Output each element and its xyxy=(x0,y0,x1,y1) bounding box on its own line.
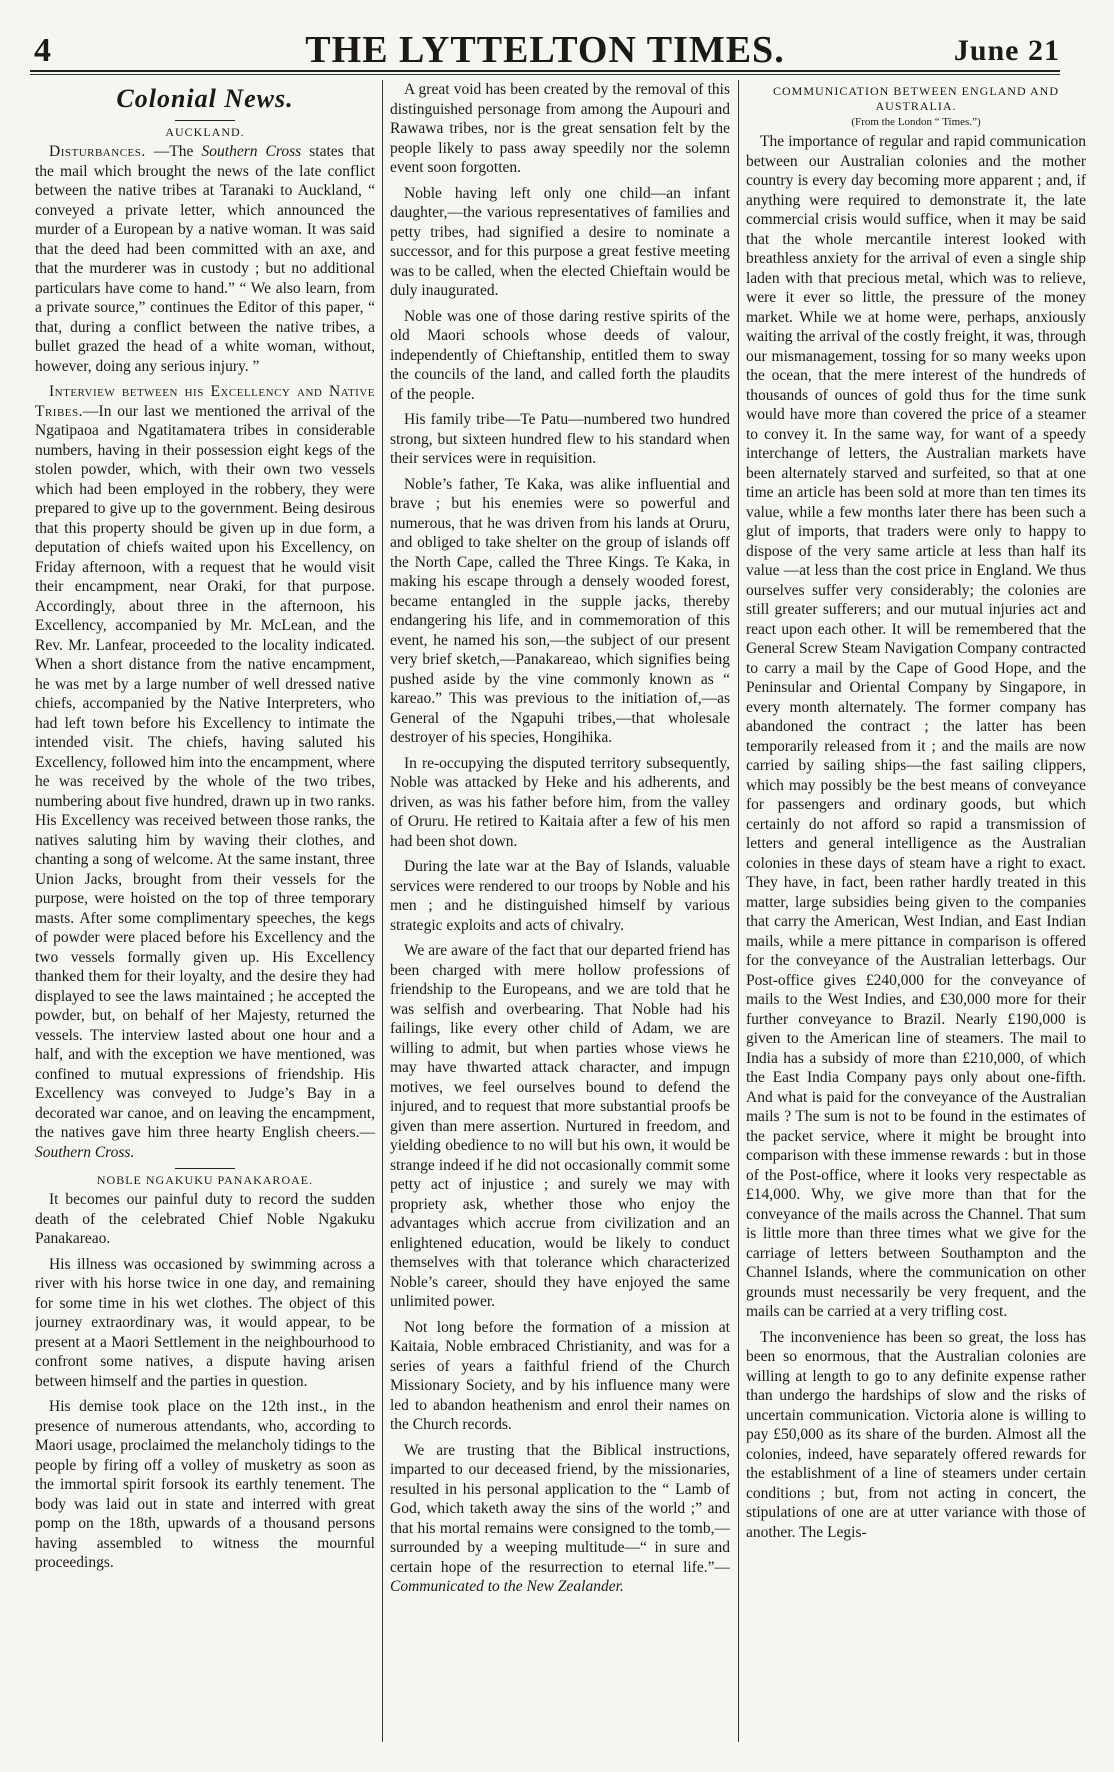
column-divider xyxy=(382,80,383,1742)
page-number: 4 xyxy=(34,32,51,69)
article-heading: COMMUNICATION BETWEEN ENGLAND AND AUSTRALIA. xyxy=(773,84,1059,113)
masthead-rule-thin xyxy=(30,74,1060,75)
source-credit: Southern Cross. xyxy=(35,1143,135,1161)
paragraph: Noble was one of those daring restive spirits of the old Maori schools whose deeds of valour, independently of Chieftanship, entitled them to sway the councils of the land, and called forth the plaudits of the people. xyxy=(390,307,730,403)
article-interview xyxy=(35,382,375,1162)
paragraph: His illness was occasioned by swimming across a river with his horse twice in one day, and remaining for some time in his wet clothes. The object of this journey extraordinary was, it would appear, to be present at a Maori Settlement in the neighbourhood to confront some natives, a dispute having arisen between himself and the parties in question. xyxy=(35,1255,375,1390)
paragraph: Noble’s father, Te Kaka, was alike influential and brave ; but his enemies were so powerful and numerous, that he was driven from his lands at Oruru, and obliged to take shelter on the group of islands off the North Cape, called the Three Kings. Te Kaka, in making his escape through a densely wooded forest, became entangled in the supple jacks, thereby endangering his life, and in commemoration of this event, he named his son,—the subject of our present very brief sketch,—Panakareao, which signifies being pushed aside by the vine commonly known as “ kareao.” This was previous to the initiation of,—as General of the Ngapuhi tribes,—that wholesale destroyer of his species, Hongihika. xyxy=(390,475,730,746)
article-text: —The xyxy=(153,143,194,160)
paragraph: The inconvenience has been so great, the loss has been so enormous, that the Australian colonies are willing at length to go to any definite expense rather than undergo the hardships of slow and the risks of uncertain communication. Victoria alone is willing to pay £50,000 as its share of the burden. Almost all the colonies, indeed, have separately offered rewards for the establishment of a line of steamers under certain conditions ; but, from not acting in concert, the stipulations of one are at utter variance with those of another. The Legis- xyxy=(746,1328,1086,1541)
paragraph: His demise took place on the 12th inst., in the presence of numerous attendants, who, according to Maori usage, proclaimed the melancholy tidings to the people by firing off a volley of musketry as soon as the immortal spirit forsook its earthly tenement. The body was laid out in state and interred with great pomp on the 18th, upwards of a thousand persons having assembled to witness the mournful proceedings. xyxy=(35,1398,375,1571)
paragraph: During the late war at the Bay of Islands, valuable services were rendered to our troops by Noble and his men ; and he distinguished himself by various strategic exploits and acts of chivalry. xyxy=(390,858,730,934)
newspaper-title: THE LYTTELTON TIMES. xyxy=(305,29,785,71)
article-disturbances xyxy=(35,142,375,376)
paper-name: Southern Cross xyxy=(201,143,302,160)
section-title: Colonial News. xyxy=(116,84,294,113)
place-heading: AUCKLAND. xyxy=(165,125,245,139)
paragraph: We are aware of the fact that our departed friend has been charged with mere hollow professions of friendship to the Europeans, and we are told that he was selfish and overbearing. That Noble had his failings, like every other child of Adam, we are willing to admit, but when parties whose views he may have thwarted attack character, and impugn motives, we feel ourselves bound to defend the injured, and to request that more substantial proofs be given than mere assertion. Nurtured in freedom, and yielding obedience to no will but his own, it would be strange indeed if he did not occasionally commit some petty act of injustice ; and surely we may with propriety ask, whether those who enjoy the advantages which accrue from civilization and an enlightened education, would be likely to conduct themselves with that tolerance which characterized Noble’s career, should they have enjoyed the same unlimited power. xyxy=(390,942,730,1310)
paragraph: A great void has been created by the removal of this distinguished personage from among the Aupouri and Rawawa tribes, nor is the great sensation felt by the people likely to pass away speedily nor the solemn event soon forgotten. xyxy=(390,81,730,176)
article-heading: NOBLE NGAKUKU PANAKAROAE. xyxy=(96,1173,314,1187)
divider xyxy=(175,120,235,121)
paragraph: Not long before the formation of a mission at Kaitaia, Noble embraced Christianity, and was for a series of years a faithful friend of the Church Missionary Society, and by his influence many were led to abandon heathenism and enrol their names on the Church records. xyxy=(390,1318,730,1433)
paragraph: In re-occupying the disputed territory subsequently, Noble was attacked by Heke and his adherents, and driven, as was his father before him, from the valley of Oruru. He retired to Kaitaia after a few of his men had been shot down. xyxy=(390,754,730,850)
source-credit: Communicated to the New Zealander. xyxy=(390,1578,624,1595)
source-note: (From the London “ Times.”) xyxy=(851,116,981,128)
issue-date: June 21 xyxy=(953,34,1060,67)
column-1 xyxy=(35,80,375,1742)
column-2 xyxy=(390,80,730,1742)
paragraph: The importance of regular and rapid communication between our Australian colonies and the mother country is every day becoming more apparent ; and, if anything were required to demonstrate it, the late commercial crisis would suffice, when it may be said that the whole mercantile interest looked with breathless anxiety for the arrival of even a single ship laden with that precious metal, which was to relieve, were it ever so little, the pressure of the money market. While we at home were, perhaps, anxiously waiting the arrival of the costly freight, it was, through our mismanagement, tossing for so many weeks upon the ocean, that the mere interest of the hundreds of thousands of ounces of gold thus for the time sunk would have more than covered the price of a steamer to convey it. In the same way, for want of a speedy interchange of letters, the Australian markets have been alternately starved and surfeited, so that at one time an article has been sold at more than ten times its value, while a few months later there has been such a glut of imports, that traders were only to happy to dispose of the very same article at less than half its value —at less than the cost price in England. We thus ourselves suffer very considerably; the colonies are still greater sufferers; and our mutual injuries act and react upon each other. It will be remembered that the General Screw Steam Navigation Company contracted to carry a mail by the Cape of Good Hope, and the Peninsular and Oriental Company by Singapore, in every month alternately. The former company has abandoned the contract ; the latter has been temporarily released from it ; and the mails are now carried by sailing ships—the fast sailing clippers, which may possibly be the best means of conveyance for passengers and ordinary goods, but which certainly do not afford so rapid a transmission of letters and general intelligence as the Australian colonies in these days of steam have a right to exact. They have, in fact, been rather hardly treated in this matter, large subsidies being given to the companies that carry the American, West Indian, and East Indian mails, while a mere pittance in comparison is offered for the conveyance of the Australian letterbags. Our Post-office gives £240,000 for the conveyance of mails to the West Indies, and £30,000 more for their further conveyance to Brazil. Nearly £190,000 is given to the American line of steamers. The mail to India has a subsidy of more than £210,000, of which the East India Company pays only about one-fifth. And what is paid for the conveyance of the Australian mails ? The sum is not to be found in the estimates of the packet service, where it might be brought into comparison with these immense rewards : but in those of the Post-office, where it looks very respectable as £14,000. Why, we give more than that for the conveyance of the mails across the Channel. That sum is little more than three times what we give for the carriage of letters between Southampton and the Channel Islands, where the communication on other grounds must necessarily be very frequent, and the mails can be carried at a very trifling cost. xyxy=(746,133,1086,1320)
paragraph-text: We are trusting that the Biblical instructions, imparted to our deceased friend, by the missionaries, resulted in his personal application to the “ Lamb of God, which taketh away the sins of the world ;” and that his mortal remains were consigned to the tomb,—surrounded by a weeping multitude—“ in sure and certain hope of the resurrection to eternal life.”— xyxy=(390,1441,730,1576)
column-divider xyxy=(738,80,739,1742)
paragraph: Noble having left only one child—an infant daughter,—the various representatives of families and petty tribes, had signified a desire to nominate a successor, and for this purpose a great festive meeting was to be called, when the elected Chieftain would be duly inaugurated. xyxy=(390,184,730,299)
article-text: —In our last we mentioned the arrival of the Ngatipaoa and Ngatitamatera tribes in considerable numbers, having in their possession eight kegs of the stolen powder, which, with their own two vessels which had been employed in the robbery, they were prepared to give up to the government. Being desirous that this property should be given up in due form, a deputation of chiefs waited upon his Excellency, on Friday afternoon, with a request that he would visit their encampment, near Oraki, for that purpose. Accordingly, about three in the afternoon, his Excellency, accompanied by Mr. McLean, and the Rev. Mr. Lanfear, proceeded to the locality indicated. When a short distance from the native encampment, he was met by a large number of well dressed native chiefs, accompanied by the Native Interpreters, who had left town before his Excellency to intimate the intended visit. The chiefs, having saluted his Excellency, followed him into the encampment, where he was received by the whole of the two tribes, numbering about five hundred, drawn up in two ranks. His Excellency was received between those ranks, the natives saluting him by waving their clothes, and chanting a song of welcome. At the same instant, three Union Jacks, brought from their vessels for the purpose, were hoisted on the top of three temporary masts. After some complimentary speeches, the kegs of powder were placed before his Excellency and the two vessels formally given up. His Excellency thanked them for their loyalty, and the desire they had displayed to see the laws maintained ; he accepted the powder, but, on behalf of her Majesty, returned the vessels. The interview lasted about one hour and a half, and with the exception we have mentioned, was confined to mutual expressions of friendship. His Excellency was conveyed to Judge’s Bay in a decorated war canoe, and on leaving the encampment, the natives gave him three hearty English cheers.— xyxy=(35,402,375,1141)
article-text: states that the mail which brought the news of the late conflict between the native tribes at Taranaki to Auckland, “ conveyed a private letter, which announced the murder of a European by a native woman. It was said that the deed had been committed with an axe, and that the murderer was in custody ; but no additional particulars have come to hand.” “ We also learn, from a private source,” continues the Editor of this paper, “ that, during a conflict between the native tribes, a bullet grazed the head of a white woman, without, however, doing any serious injury. ” xyxy=(35,143,375,375)
paragraph: His family tribe—Te Patu—numbered two hundred strong, but sixteen hundred flew to his standard when their services were in requisition. xyxy=(390,411,730,467)
masthead-rule xyxy=(30,70,1060,72)
divider xyxy=(175,1168,235,1169)
runin-heading: Disturbances. xyxy=(49,143,146,160)
runin-heading: Interview between his Excellency and Native Tribes. xyxy=(35,383,375,420)
column-3 xyxy=(746,80,1086,1742)
paragraph xyxy=(390,1441,730,1597)
paragraph: It becomes our painful duty to record the sudden death of the celebrated Chief Noble Ngakuku Panakareao. xyxy=(35,1191,375,1247)
